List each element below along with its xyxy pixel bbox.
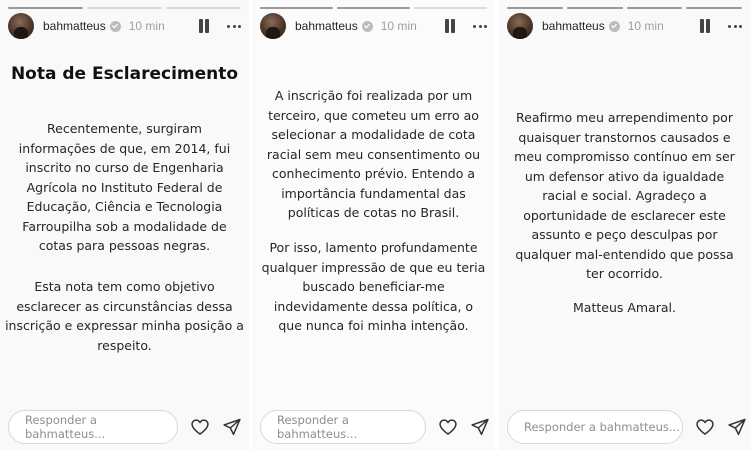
story-progress-bar xyxy=(260,7,487,10)
progress-segment xyxy=(337,7,410,9)
profile-avatar[interactable] xyxy=(8,13,34,39)
story-panel-2[interactable] xyxy=(252,0,495,450)
username-label[interactable]: bahmatteus xyxy=(43,19,106,33)
post-time: 10 min xyxy=(128,19,165,33)
progress-segment xyxy=(627,7,683,9)
profile-avatar[interactable] xyxy=(507,13,533,39)
username-label[interactable]: bahmatteus xyxy=(295,19,358,33)
progress-segment xyxy=(166,7,241,9)
story-headline: Nota de Esclarecimento xyxy=(10,64,239,84)
story-header xyxy=(260,12,487,40)
progress-segment xyxy=(507,7,563,9)
reply-bar xyxy=(8,409,241,445)
pause-icon[interactable] xyxy=(443,17,457,35)
progress-segment xyxy=(686,7,742,9)
reply-input[interactable]: Responder a bahmatteus... xyxy=(507,410,683,444)
signature: Matteus Amaral. xyxy=(573,300,676,315)
story-paragraph: Esta nota tem como objetivo esclarecer as circunstâncias dessa inscrição e expressar minha posição a respeito. xyxy=(5,279,244,353)
progress-segment xyxy=(260,7,333,9)
post-time: 10 min xyxy=(627,19,664,33)
more-dots-icon[interactable] xyxy=(473,17,487,35)
story-progress-bar xyxy=(507,7,742,10)
reply-bar xyxy=(507,409,742,445)
verified-badge-icon xyxy=(110,21,121,32)
send-icon[interactable] xyxy=(727,416,747,438)
story-paragraph: A inscrição foi realizada por um terceiro, que cometeu um erro ao selecionar a modalidade de cota racial sem meu consentimento ou conhecimento prévio. Entendo a importância fundamental das políticas de cotas no Brasil. xyxy=(266,88,481,220)
story-panel-1[interactable] xyxy=(0,0,249,450)
story-progress-bar xyxy=(8,7,241,10)
heart-icon[interactable] xyxy=(190,416,210,438)
progress-segment xyxy=(8,7,83,9)
progress-segment xyxy=(414,7,487,9)
story-paragraph: Por isso, lamento profundamente qualquer impressão de que eu teria buscado beneficiar-me indevidamente dessa política, o que nunca foi minha intenção. xyxy=(261,240,486,333)
progress-segment xyxy=(87,7,162,9)
pause-icon[interactable] xyxy=(698,17,712,35)
pause-icon[interactable] xyxy=(197,17,211,35)
more-dots-icon[interactable] xyxy=(227,17,241,35)
progress-segment xyxy=(567,7,623,9)
heart-icon[interactable] xyxy=(695,416,715,438)
reply-input[interactable]: Responder a bahmatteus... xyxy=(8,410,178,444)
verified-badge-icon xyxy=(362,21,373,32)
post-time: 10 min xyxy=(380,19,417,33)
more-dots-icon[interactable] xyxy=(728,17,742,35)
story-panel-3[interactable] xyxy=(499,0,750,450)
story-header xyxy=(507,12,742,40)
story-paragraph: Reafirmo meu arrependimento por quaisquer transtornos causados e meu compromisso contínuo em ser um defensor ativo da igualdade racial e social. Agradeço a oportunidade de esclarecer este assunto e peço desculpas por qualquer mal-entendido que possa ter ocorrido. xyxy=(514,110,735,281)
reply-input[interactable]: Responder a bahmatteus... xyxy=(260,410,426,444)
send-icon[interactable] xyxy=(222,416,242,438)
username-label[interactable]: bahmatteus xyxy=(542,19,605,33)
reply-bar xyxy=(260,409,487,445)
verified-badge-icon xyxy=(609,21,620,32)
heart-icon[interactable] xyxy=(438,416,458,438)
story-paragraph: Recentemente, surgiram informações de que, em 2014, fui inscrito no curso de Engenharia Agrícola no Instituto Federal de Educação, Ciência e Tecnologia Farroupilha sob a modalidade de cotas para pessoas negras. xyxy=(18,121,231,253)
send-icon[interactable] xyxy=(470,416,490,438)
profile-avatar[interactable] xyxy=(260,13,286,39)
story-header xyxy=(8,12,241,40)
